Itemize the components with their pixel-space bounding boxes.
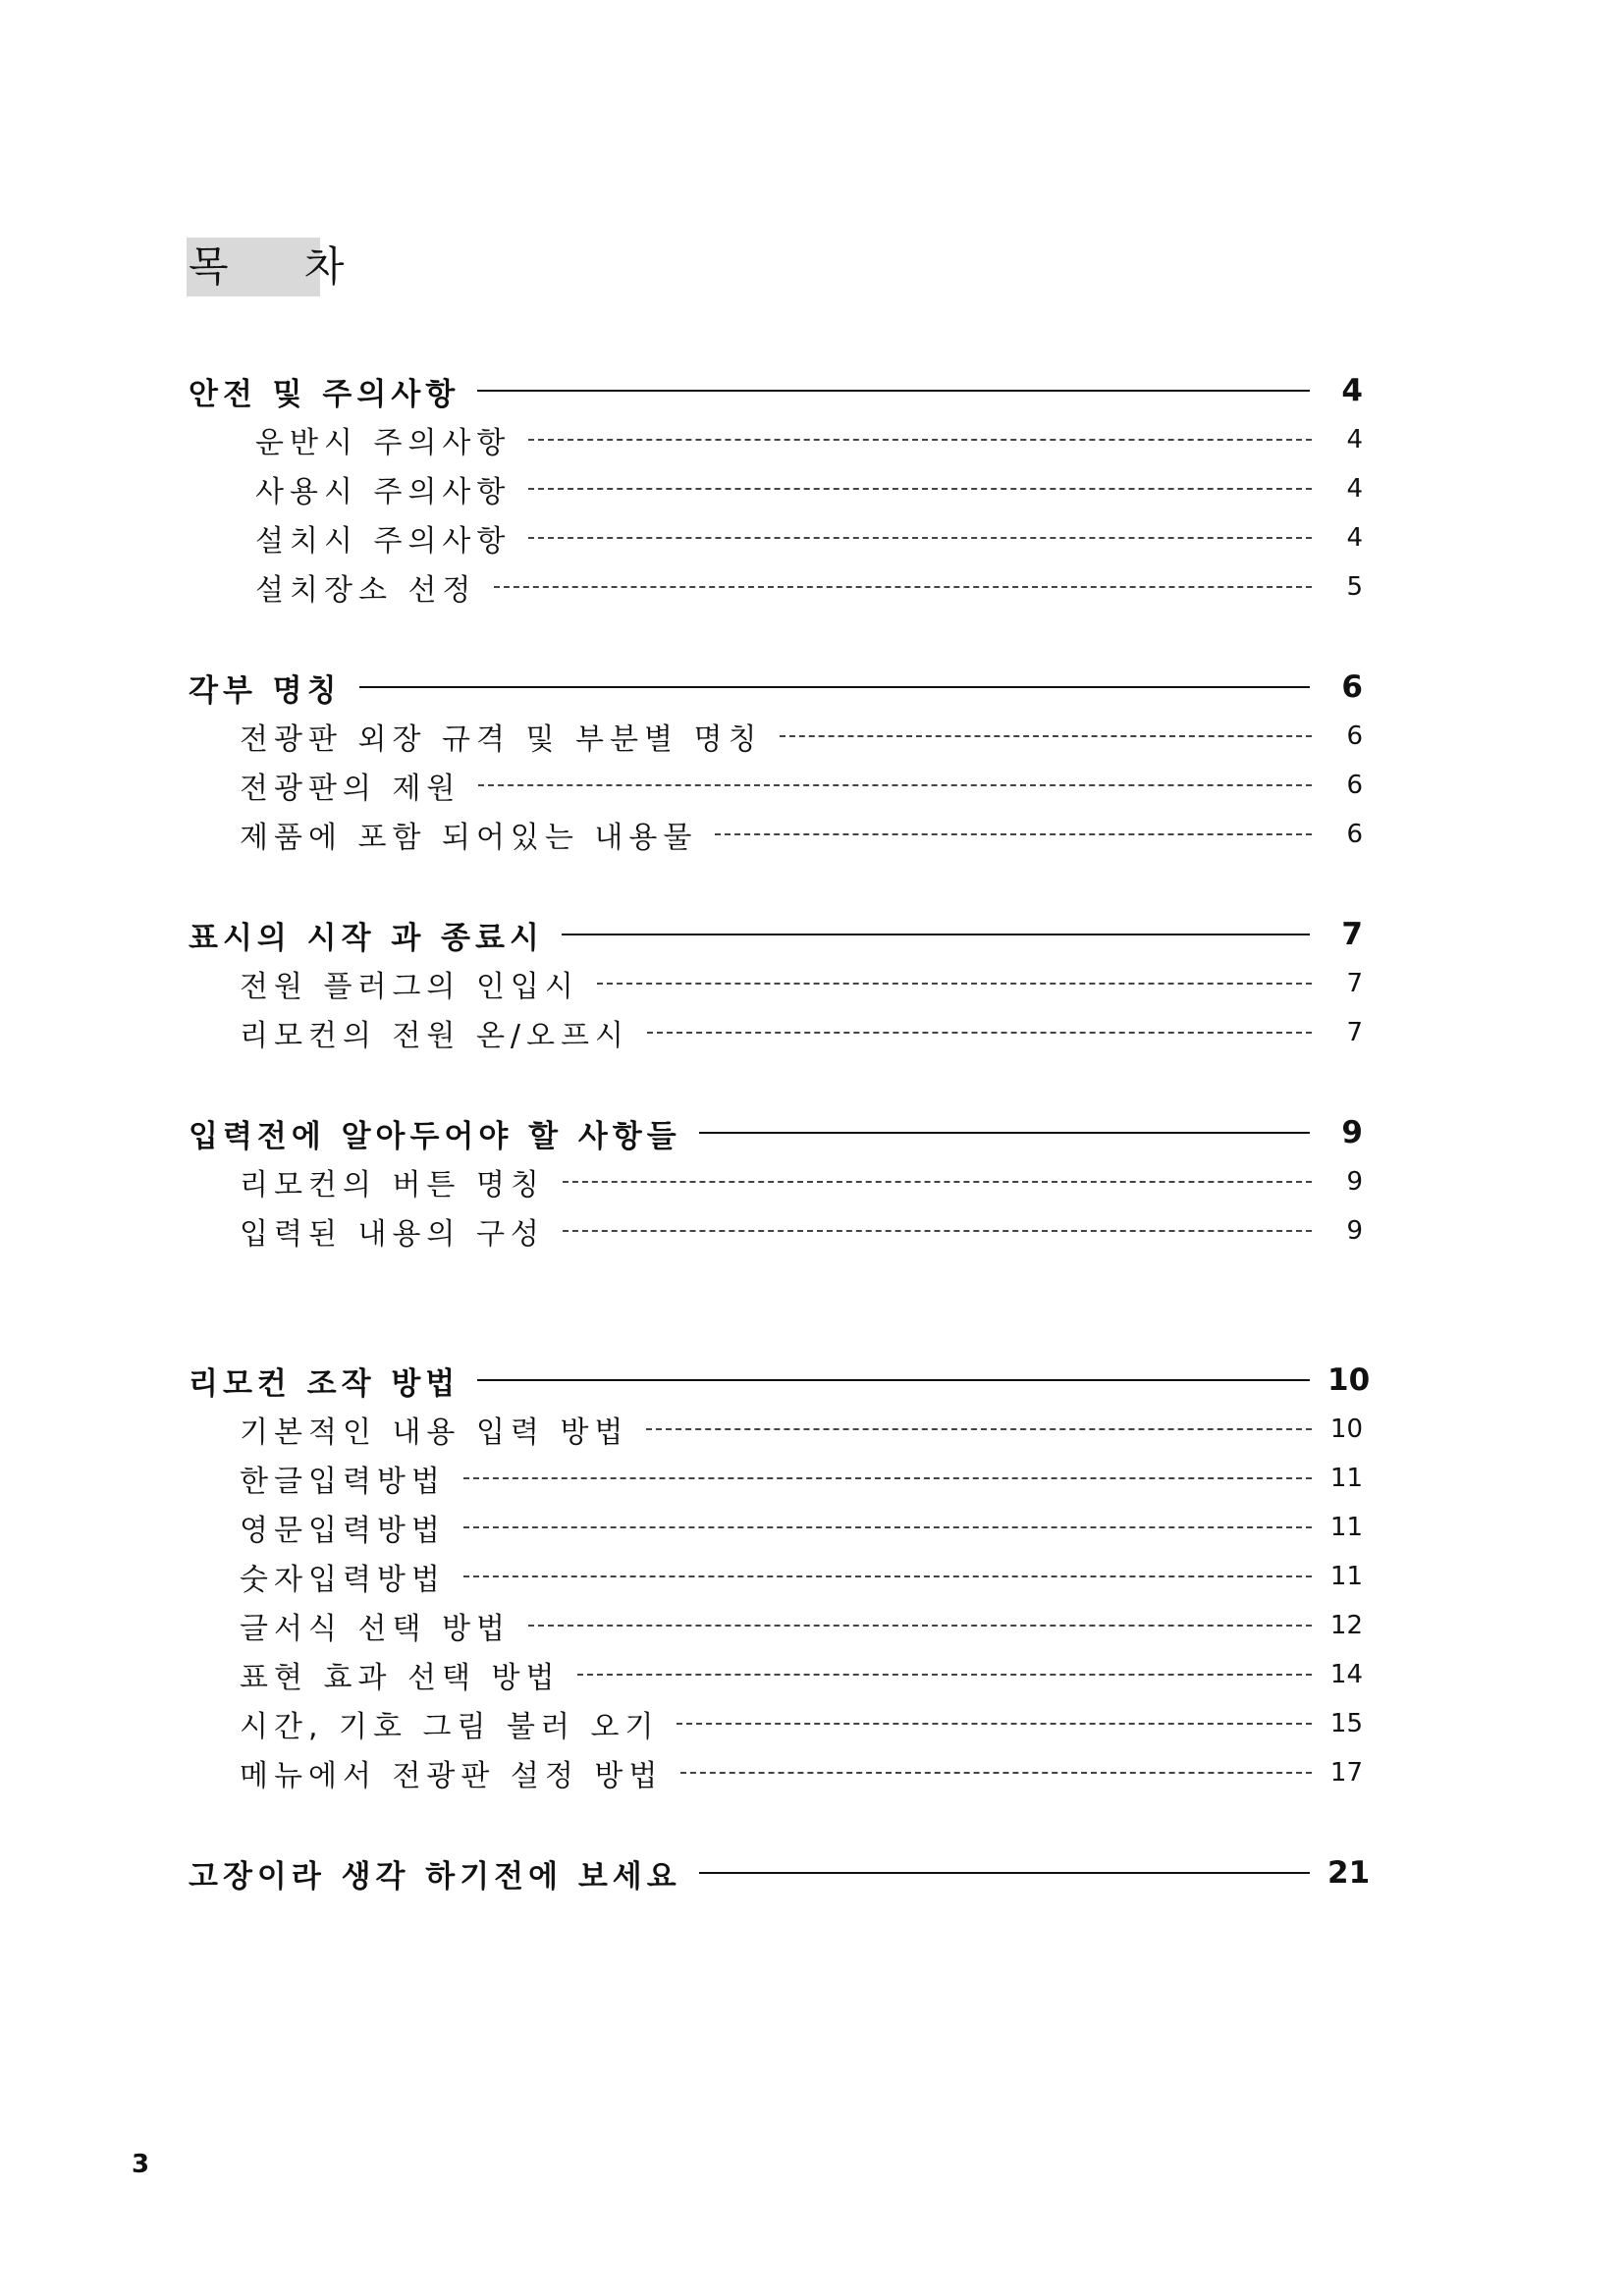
toc-section-title: 리모컨 조작 방법 [189,1365,460,1402]
toc-item-label: 입력된 내용의 구성 [240,1217,545,1252]
toc-leader-line [699,1132,1310,1134]
toc-item-label: 메뉴에서 전광판 설정 방법 [240,1759,664,1793]
toc-item-page: 17 [1329,1758,1363,1788]
toc-item-row[interactable] [240,766,1363,805]
toc-item-row[interactable] [240,1704,1363,1743]
toc-item-page: 11 [1329,1562,1363,1591]
toc-item-page: 11 [1329,1513,1363,1542]
toc-leader-dashes [680,1772,1312,1774]
toc-item-label: 기본적인 내용 입력 방법 [240,1415,629,1450]
toc-item-page: 14 [1329,1660,1363,1689]
toc-leader-line [562,934,1310,935]
toc-item-page: 5 [1346,572,1363,602]
toc-leader-line [477,1379,1310,1381]
toc-item-label: 리모컨의 전원 온/오프시 [240,1019,629,1053]
toc-leader-line [359,686,1310,688]
toc-item-row[interactable] [240,1508,1363,1547]
toc-leader-dashes [597,983,1312,985]
toc-leader-line [477,390,1310,392]
toc-section-page: 4 [1341,373,1363,408]
toc-leader-line [699,1872,1310,1874]
toc-leader-dashes [647,1032,1312,1034]
toc-leader-dashes [463,1477,1312,1479]
toc-item-row[interactable] [240,815,1363,854]
toc-section-page: 7 [1341,917,1363,952]
toc-item-label: 설치장소 선정 [255,573,477,608]
toc-item-row[interactable] [240,1557,1363,1596]
toc-leader-dashes [528,439,1312,441]
toc-item-row[interactable] [255,567,1363,607]
toc-leader-dashes [494,586,1312,588]
toc-section-title: 고장이라 생각 하기전에 보세요 [189,1858,681,1895]
toc-item-row[interactable] [240,1211,1363,1251]
toc-item-page: 7 [1346,1018,1363,1047]
toc-item-row[interactable] [240,1410,1363,1449]
toc-section-row[interactable] [189,666,1363,709]
toc-section-title: 입력전에 알아두어야 할 사항들 [189,1118,681,1154]
toc-item-page: 6 [1346,721,1363,751]
toc-section-page: 6 [1341,669,1363,705]
toc-leader-dashes [528,537,1312,539]
toc-item-page: 10 [1329,1415,1363,1444]
toc-item-row[interactable] [240,1162,1363,1201]
toc-leader-dashes [478,784,1312,786]
toc-item-label: 영문입력방법 [240,1514,446,1548]
toc-leader-dashes [677,1723,1312,1725]
toc-item-label: 한글입력방법 [240,1465,446,1499]
toc-item-label: 사용시 주의사항 [255,475,512,509]
toc-item-label: 전광판의 제원 [240,772,461,806]
page-number: 3 [132,2150,150,2179]
toc-item-page: 4 [1346,474,1363,504]
toc-item-row[interactable] [240,1753,1363,1792]
toc-item-row[interactable] [255,420,1363,459]
toc-section-page: 10 [1327,1362,1371,1398]
toc-leader-dashes [646,1428,1312,1430]
toc-section-title: 안전 및 주의사항 [189,376,460,412]
toc-item-row[interactable] [255,518,1363,558]
toc-item-row[interactable] [240,1013,1363,1052]
toc-leader-dashes [528,488,1312,490]
toc-item-label: 글서식 선택 방법 [240,1612,511,1646]
toc-section-page: 9 [1341,1115,1363,1150]
toc-item-label: 숫자입력방법 [240,1563,446,1597]
toc-section-row[interactable] [189,1359,1371,1402]
toc-item-label: 전원 플러그의 인입시 [240,970,579,1004]
toc-leader-dashes [715,833,1312,835]
toc-section-title: 표시의 시작 과 종료시 [189,920,544,956]
toc-leader-dashes [563,1230,1312,1232]
toc-item-row[interactable] [240,964,1363,1003]
toc-leader-dashes [463,1526,1312,1528]
toc-item-page: 15 [1329,1709,1363,1738]
toc-title: 목 차 [189,242,376,291]
toc-leader-dashes [780,735,1312,737]
toc-item-page: 9 [1346,1216,1363,1246]
toc-item-page: 4 [1346,425,1363,454]
toc-item-row[interactable] [240,1606,1363,1645]
toc-section-title: 각부 명칭 [189,672,342,709]
toc-leader-dashes [563,1181,1312,1183]
toc-item-label: 시간, 기호 그림 불러 오기 [240,1710,660,1744]
toc-section-row[interactable] [189,1851,1371,1895]
toc-section-row[interactable] [189,369,1363,412]
toc-item-page: 6 [1346,771,1363,800]
toc-item-page: 11 [1329,1464,1363,1493]
toc-section-page: 21 [1327,1855,1371,1891]
toc-item-row[interactable] [240,1459,1363,1498]
toc-item-page: 9 [1346,1167,1363,1197]
toc-item-row[interactable] [255,469,1363,508]
toc-leader-dashes [528,1625,1312,1627]
toc-item-label: 제품에 포함 되어있는 내용물 [240,821,698,855]
toc-item-label: 운반시 주의사항 [255,426,512,460]
toc-item-label: 설치시 주의사항 [255,524,512,559]
toc-item-label: 표현 효과 선택 방법 [240,1661,561,1695]
toc-leader-dashes [463,1575,1312,1577]
toc-section-row[interactable] [189,913,1363,956]
toc-item-row[interactable] [240,717,1363,756]
toc-item-page: 7 [1346,969,1363,998]
toc-item-row[interactable] [240,1655,1363,1694]
toc-leader-dashes [577,1674,1312,1676]
toc-item-page: 12 [1329,1611,1363,1640]
toc-item-page: 4 [1346,523,1363,553]
toc-section-row[interactable] [189,1111,1363,1154]
toc-item-label: 리모컨의 버튼 명칭 [240,1168,545,1202]
toc-item-label: 전광판 외장 규격 및 부분별 명칭 [240,722,763,757]
toc-item-page: 6 [1346,820,1363,849]
